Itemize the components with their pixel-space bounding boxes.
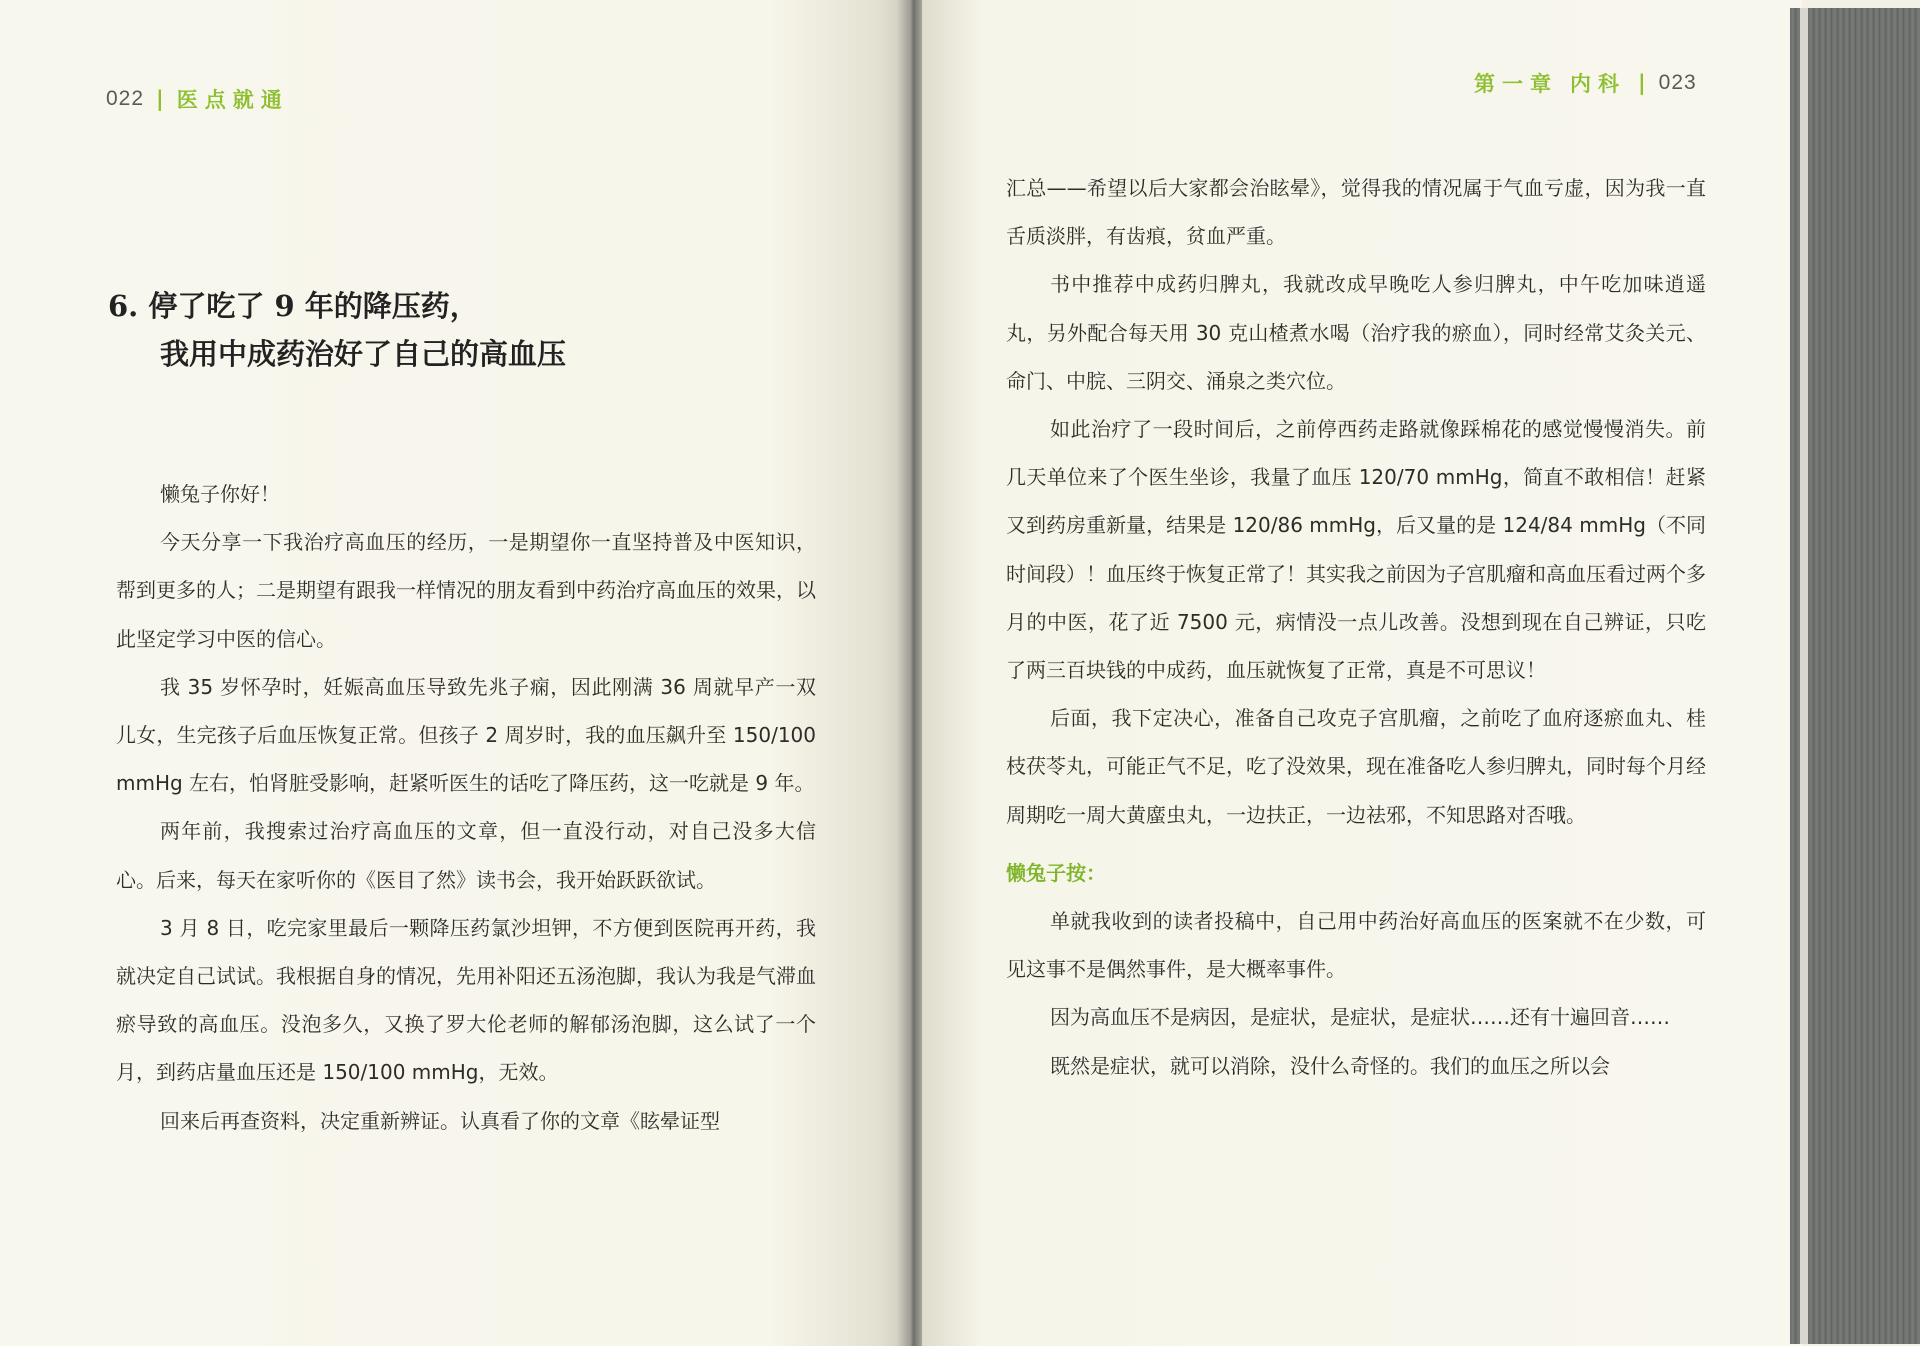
right-page: [922, 0, 1802, 1346]
paragraph: 汇总——希望以后大家都会治眩晕》，觉得我的情况属于气血亏虚，因为我一直舌质淡胖，有齿痕，贫血严重。: [1006, 176, 1706, 249]
page-stack-highlight: [1800, 8, 1808, 1344]
book-title: 医点就通: [176, 88, 289, 112]
article-title: [108, 282, 566, 378]
paragraph: 今天分享一下我治疗高血压的经历，一是期望你一直坚持普及中医知识，帮到更多的人；二是期望有跟我一样情况的朋友看到中药治疗高血压的效果，以此坚定学习中医的信心。: [116, 530, 816, 651]
page-stack-edge: [1790, 8, 1920, 1344]
article-title-line2: 我用中成药治好了自己的高血压: [160, 337, 567, 371]
chapter-label: 第一章: [1474, 72, 1558, 96]
header-separator: |: [1638, 71, 1647, 95]
paragraph: 书中推荐中成药归脾丸，我就改成早晚吃人参归脾丸，中午吃加味逍遥丸，另外配合每天用 30 克山楂煮水喝（治疗我的瘀血），同时经常艾灸关元、命门、中脘、三阴交、涌泉之类穴位。: [1006, 272, 1706, 393]
note-title: 懒兔子按：: [1006, 860, 1106, 885]
note-paragraph: 既然是症状，就可以消除，没什么奇怪的。我们的血压之所以会: [1050, 1053, 1610, 1078]
right-page-number: 023: [1658, 71, 1697, 94]
note-paragraph: 单就我收到的读者投稿中，自己用中药治好高血压的医案就不在少数，可见这事不是偶然事件，是大概率事件。: [1006, 909, 1706, 982]
note-paragraph: 因为高血压不是病因，是症状，是症状，是症状……还有十遍回音……: [1050, 1005, 1670, 1030]
paragraph: 后面，我下定决心，准备自己攻克子宫肌瘤，之前吃了血府逐瘀血丸、桂枝茯苓丸，可能正气不足，吃了没效果，现在准备吃人参归脾丸，同时每个月经周期吃一周大黄䗪虫丸，一边扶正，一边祛邪，不知思路对否哦。: [1006, 706, 1706, 827]
paragraph: 两年前，我搜索过治疗高血压的文章，但一直没行动，对自己没多大信心。后来，每天在家听你的《医目了然》读书会，我开始跃跃欲试。: [116, 819, 816, 892]
article-title-line1: 6. 停了吃了 9 年的降压药，: [108, 289, 479, 323]
left-page: [0, 0, 905, 1346]
paragraph: 3 月 8 日，吃完家里最后一颗降压药氯沙坦钾，不方便到医院再开药，我就决定自己试试。我根据自身的情况，先用补阳还五汤泡脚，我认为我是气滞血瘀导致的高血压。没泡多久，又换了罗大伦老师的解郁汤泡脚，这么试了一个月，到药店量血压还是 150/100 mmHg，无效。: [116, 915, 816, 1085]
paragraph: 回来后再查资料，决定重新辨证。认真看了你的文章《眩晕证型: [160, 1108, 720, 1133]
left-page-header: [106, 84, 289, 114]
left-page-number: 022: [106, 87, 145, 110]
right-page-header: [1474, 68, 1697, 98]
left-page-body: [116, 470, 816, 1145]
paragraph: 懒兔子你好！: [160, 482, 280, 506]
paragraph: 我 35 岁怀孕时，妊娠高血压导致先兆子痫，因此刚满 36 周就早产一双儿女，生完孩子后血压恢复正常。但孩子 2 周岁时，我的血压飙升至 150/100 mmHg 左右，怕肾脏受影响，赶紧听医生的话吃了降压药，这一吃就是 9 年。: [116, 674, 816, 796]
section-label: 内科: [1570, 72, 1626, 96]
right-page-body: [1006, 164, 1706, 1090]
paragraph: 如此治疗了一段时间后，之前停西药走路就像踩棉花的感觉慢慢消失。前几天单位来了个医生坐诊，我量了血压 120/70 mmHg，简直不敢相信！赶紧又到药房重新量，结果是 120/86 mmHg，后又量的是 124/84 mmHg（不同时间段）！血压终于恢复正常了！其实我之前因为子宫肌瘤和高血压看过两个多月的中医，花了近 7500 元，病情没一点儿改善。没想到现在自己辨证，只吃了两三百块钱的中成药，血压就恢复了正常，真是不可思议！: [1006, 417, 1706, 683]
header-separator: |: [156, 87, 165, 111]
